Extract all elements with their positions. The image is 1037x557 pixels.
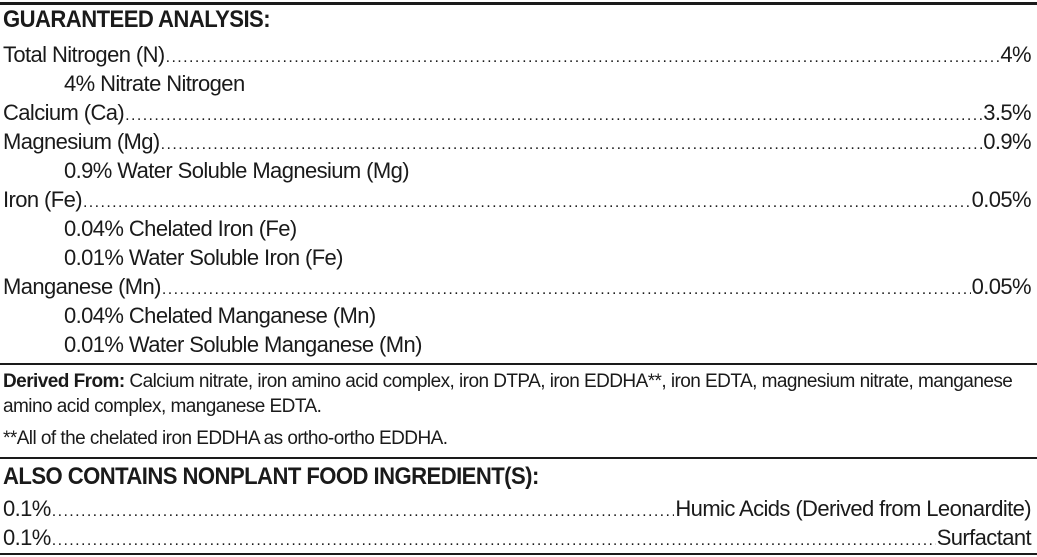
ingredient-percent: 0.1% <box>3 496 51 521</box>
sub-item-iron-chelated: 0.04% Chelated Iron (Fe) <box>64 216 297 241</box>
nutrient-row-calcium <box>3 98 1031 127</box>
nutrient-value: 0.9% <box>983 129 1031 154</box>
eddha-footnote: **All of the chelated iron EDDHA as ortho-ortho EDDHA. <box>3 428 448 449</box>
ingredient-percent: 0.1% <box>3 525 51 550</box>
sub-item-manganese-chelated: 0.04% Chelated Manganese (Mn) <box>64 303 376 328</box>
dot-leader <box>166 43 1000 72</box>
sub-item-magnesium-soluble: 0.9% Water Soluble Magnesium (Mg) <box>64 158 409 183</box>
ingredient-row-humic-acids <box>3 494 1031 523</box>
dot-leader <box>125 101 982 130</box>
dot-leader <box>161 130 983 159</box>
nutrient-name: Iron (Fe) <box>3 187 82 212</box>
nutrient-value: 4% <box>1000 42 1031 67</box>
nonplant-ingredients-heading: ALSO CONTAINS NONPLANT FOOD INGREDIENT(S): <box>3 463 539 490</box>
nutrient-row-manganese <box>3 272 1031 301</box>
section-divider <box>0 457 1037 459</box>
ingredient-row-surfactant <box>3 523 1031 552</box>
bottom-rule <box>0 553 1037 555</box>
section-divider <box>0 363 1037 365</box>
nutrient-value: 3.5% <box>983 100 1031 125</box>
dot-leader <box>52 497 675 526</box>
ingredient-name: Surfactant <box>936 525 1031 550</box>
nutrient-row-total-nitrogen <box>3 40 1031 69</box>
nutrient-value: 0.05% <box>971 274 1031 299</box>
derived-from-paragraph <box>3 369 1033 419</box>
nutrient-name: Magnesium (Mg) <box>3 129 160 154</box>
nutrient-value: 0.05% <box>971 187 1031 212</box>
derived-from-label: Derived From: <box>3 371 125 392</box>
nutrient-row-magnesium <box>3 127 1031 156</box>
sub-item-nitrate-nitrogen: 4% Nitrate Nitrogen <box>64 71 245 96</box>
guaranteed-analysis-heading: GUARANTEED ANALYSIS: <box>3 6 271 33</box>
ingredient-name: Humic Acids (Derived from Leonardite) <box>675 496 1031 521</box>
nutrient-row-iron <box>3 185 1031 214</box>
nutrient-name: Manganese (Mn) <box>3 274 161 299</box>
sub-item-manganese-soluble: 0.01% Water Soluble Manganese (Mn) <box>64 332 422 357</box>
sub-item-iron-soluble: 0.01% Water Soluble Iron (Fe) <box>64 245 343 270</box>
top-rule <box>0 2 1037 5</box>
dot-leader <box>52 526 936 555</box>
derived-from-text: Calcium nitrate, iron amino acid complex, iron DTPA, iron EDDHA**, iron EDTA, magnesium nitrate, manganese amino acid complex, manganese EDTA. <box>3 371 1013 417</box>
nutrient-name: Total Nitrogen (N) <box>3 42 165 67</box>
dot-leader <box>162 275 971 304</box>
nutrient-name: Calcium (Ca) <box>3 100 125 125</box>
dot-leader <box>83 188 971 217</box>
